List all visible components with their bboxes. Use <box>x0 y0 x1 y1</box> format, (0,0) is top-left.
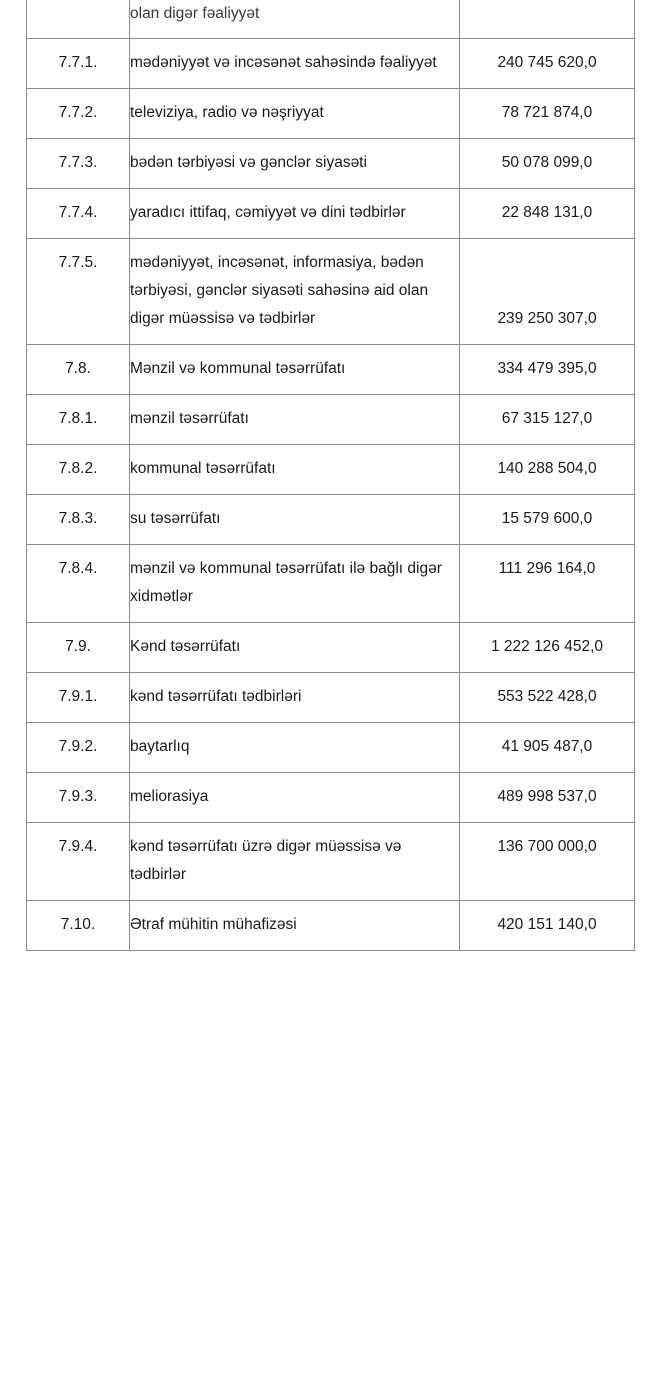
row-amount: 140 288 504,0 <box>460 445 635 495</box>
row-code: 7.8.4. <box>27 545 130 623</box>
row-amount: 136 700 000,0 <box>460 823 635 901</box>
row-code: 7.9.3. <box>27 773 130 823</box>
table-row <box>27 345 635 395</box>
row-code: 7.7.2. <box>27 89 130 139</box>
row-amount: 67 315 127,0 <box>460 395 635 445</box>
table-row <box>27 623 635 673</box>
row-code: 7.9. <box>27 623 130 673</box>
row-amount: 420 151 140,0 <box>460 901 635 951</box>
row-name: Mənzil və kommunal təsərrüfatı <box>130 345 460 395</box>
table-row <box>27 445 635 495</box>
row-name: mənzil təsərrüfatı <box>130 395 460 445</box>
row-name: su təsərrüfatı <box>130 495 460 545</box>
page-bottom-margin <box>0 951 666 991</box>
table-row <box>27 673 635 723</box>
row-name: olan digər fəaliyyət <box>130 0 460 39</box>
table-row <box>27 189 635 239</box>
table-row <box>27 39 635 89</box>
table-row <box>27 773 635 823</box>
row-name: mənzil və kommunal təsərrüfatı ilə bağlı digər xidmətlər <box>130 545 460 623</box>
row-name: Kənd təsərrüfatı <box>130 623 460 673</box>
table-row <box>27 901 635 951</box>
row-code: 7.7.5. <box>27 239 130 345</box>
row-name: kənd təsərrüfatı üzrə digər müəssisə və tədbirlər <box>130 823 460 901</box>
row-code: 7.7.1. <box>27 39 130 89</box>
budget-table <box>26 0 635 951</box>
row-name: mədəniyyət, incəsənət, informasiya, bədən tərbiyəsi, gənclər siyasəti sahəsinə aid olan digər müəssisə və tədbirlər <box>130 239 460 345</box>
row-code: 7.7.3. <box>27 139 130 189</box>
row-amount: 15 579 600,0 <box>460 495 635 545</box>
row-code: 7.7.4. <box>27 189 130 239</box>
table-row <box>27 545 635 623</box>
table-row <box>27 495 635 545</box>
row-name: yaradıcı ittifaq, cəmiyyət və dini tədbirlər <box>130 189 460 239</box>
table-row <box>27 823 635 901</box>
budget-table-body <box>27 0 635 951</box>
row-name: bədən tərbiyəsi və gənclər siyasəti <box>130 139 460 189</box>
row-code: 7.10. <box>27 901 130 951</box>
row-amount: 1 222 126 452,0 <box>460 623 635 673</box>
row-code: 7.9.1. <box>27 673 130 723</box>
row-code: 7.8.2. <box>27 445 130 495</box>
table-row <box>27 89 635 139</box>
table-row <box>27 723 635 773</box>
row-name: televiziya, radio və nəşriyyat <box>130 89 460 139</box>
table-row <box>27 395 635 445</box>
row-name: Ətraf mühitin mühafizəsi <box>130 901 460 951</box>
row-amount: 239 250 307,0 <box>460 239 635 345</box>
row-amount: 489 998 537,0 <box>460 773 635 823</box>
row-code: 7.8.3. <box>27 495 130 545</box>
row-name: kommunal təsərrüfatı <box>130 445 460 495</box>
row-name: baytarlıq <box>130 723 460 773</box>
table-row <box>27 139 635 189</box>
row-code: 7.9.2. <box>27 723 130 773</box>
table-row <box>27 0 635 39</box>
row-code: 7.9.4. <box>27 823 130 901</box>
table-row <box>27 239 635 345</box>
row-amount: 240 745 620,0 <box>460 39 635 89</box>
row-amount <box>460 0 635 39</box>
row-name: mədəniyyət və incəsənət sahəsində fəaliyyət <box>130 39 460 89</box>
row-amount: 111 296 164,0 <box>460 545 635 623</box>
row-name: kənd təsərrüfatı tədbirləri <box>130 673 460 723</box>
row-amount: 22 848 131,0 <box>460 189 635 239</box>
row-code: 7.8. <box>27 345 130 395</box>
row-amount: 553 522 428,0 <box>460 673 635 723</box>
row-amount: 50 078 099,0 <box>460 139 635 189</box>
row-name: meliorasiya <box>130 773 460 823</box>
row-code <box>27 0 130 39</box>
row-amount: 78 721 874,0 <box>460 89 635 139</box>
row-amount: 334 479 395,0 <box>460 345 635 395</box>
row-amount: 41 905 487,0 <box>460 723 635 773</box>
row-code: 7.8.1. <box>27 395 130 445</box>
